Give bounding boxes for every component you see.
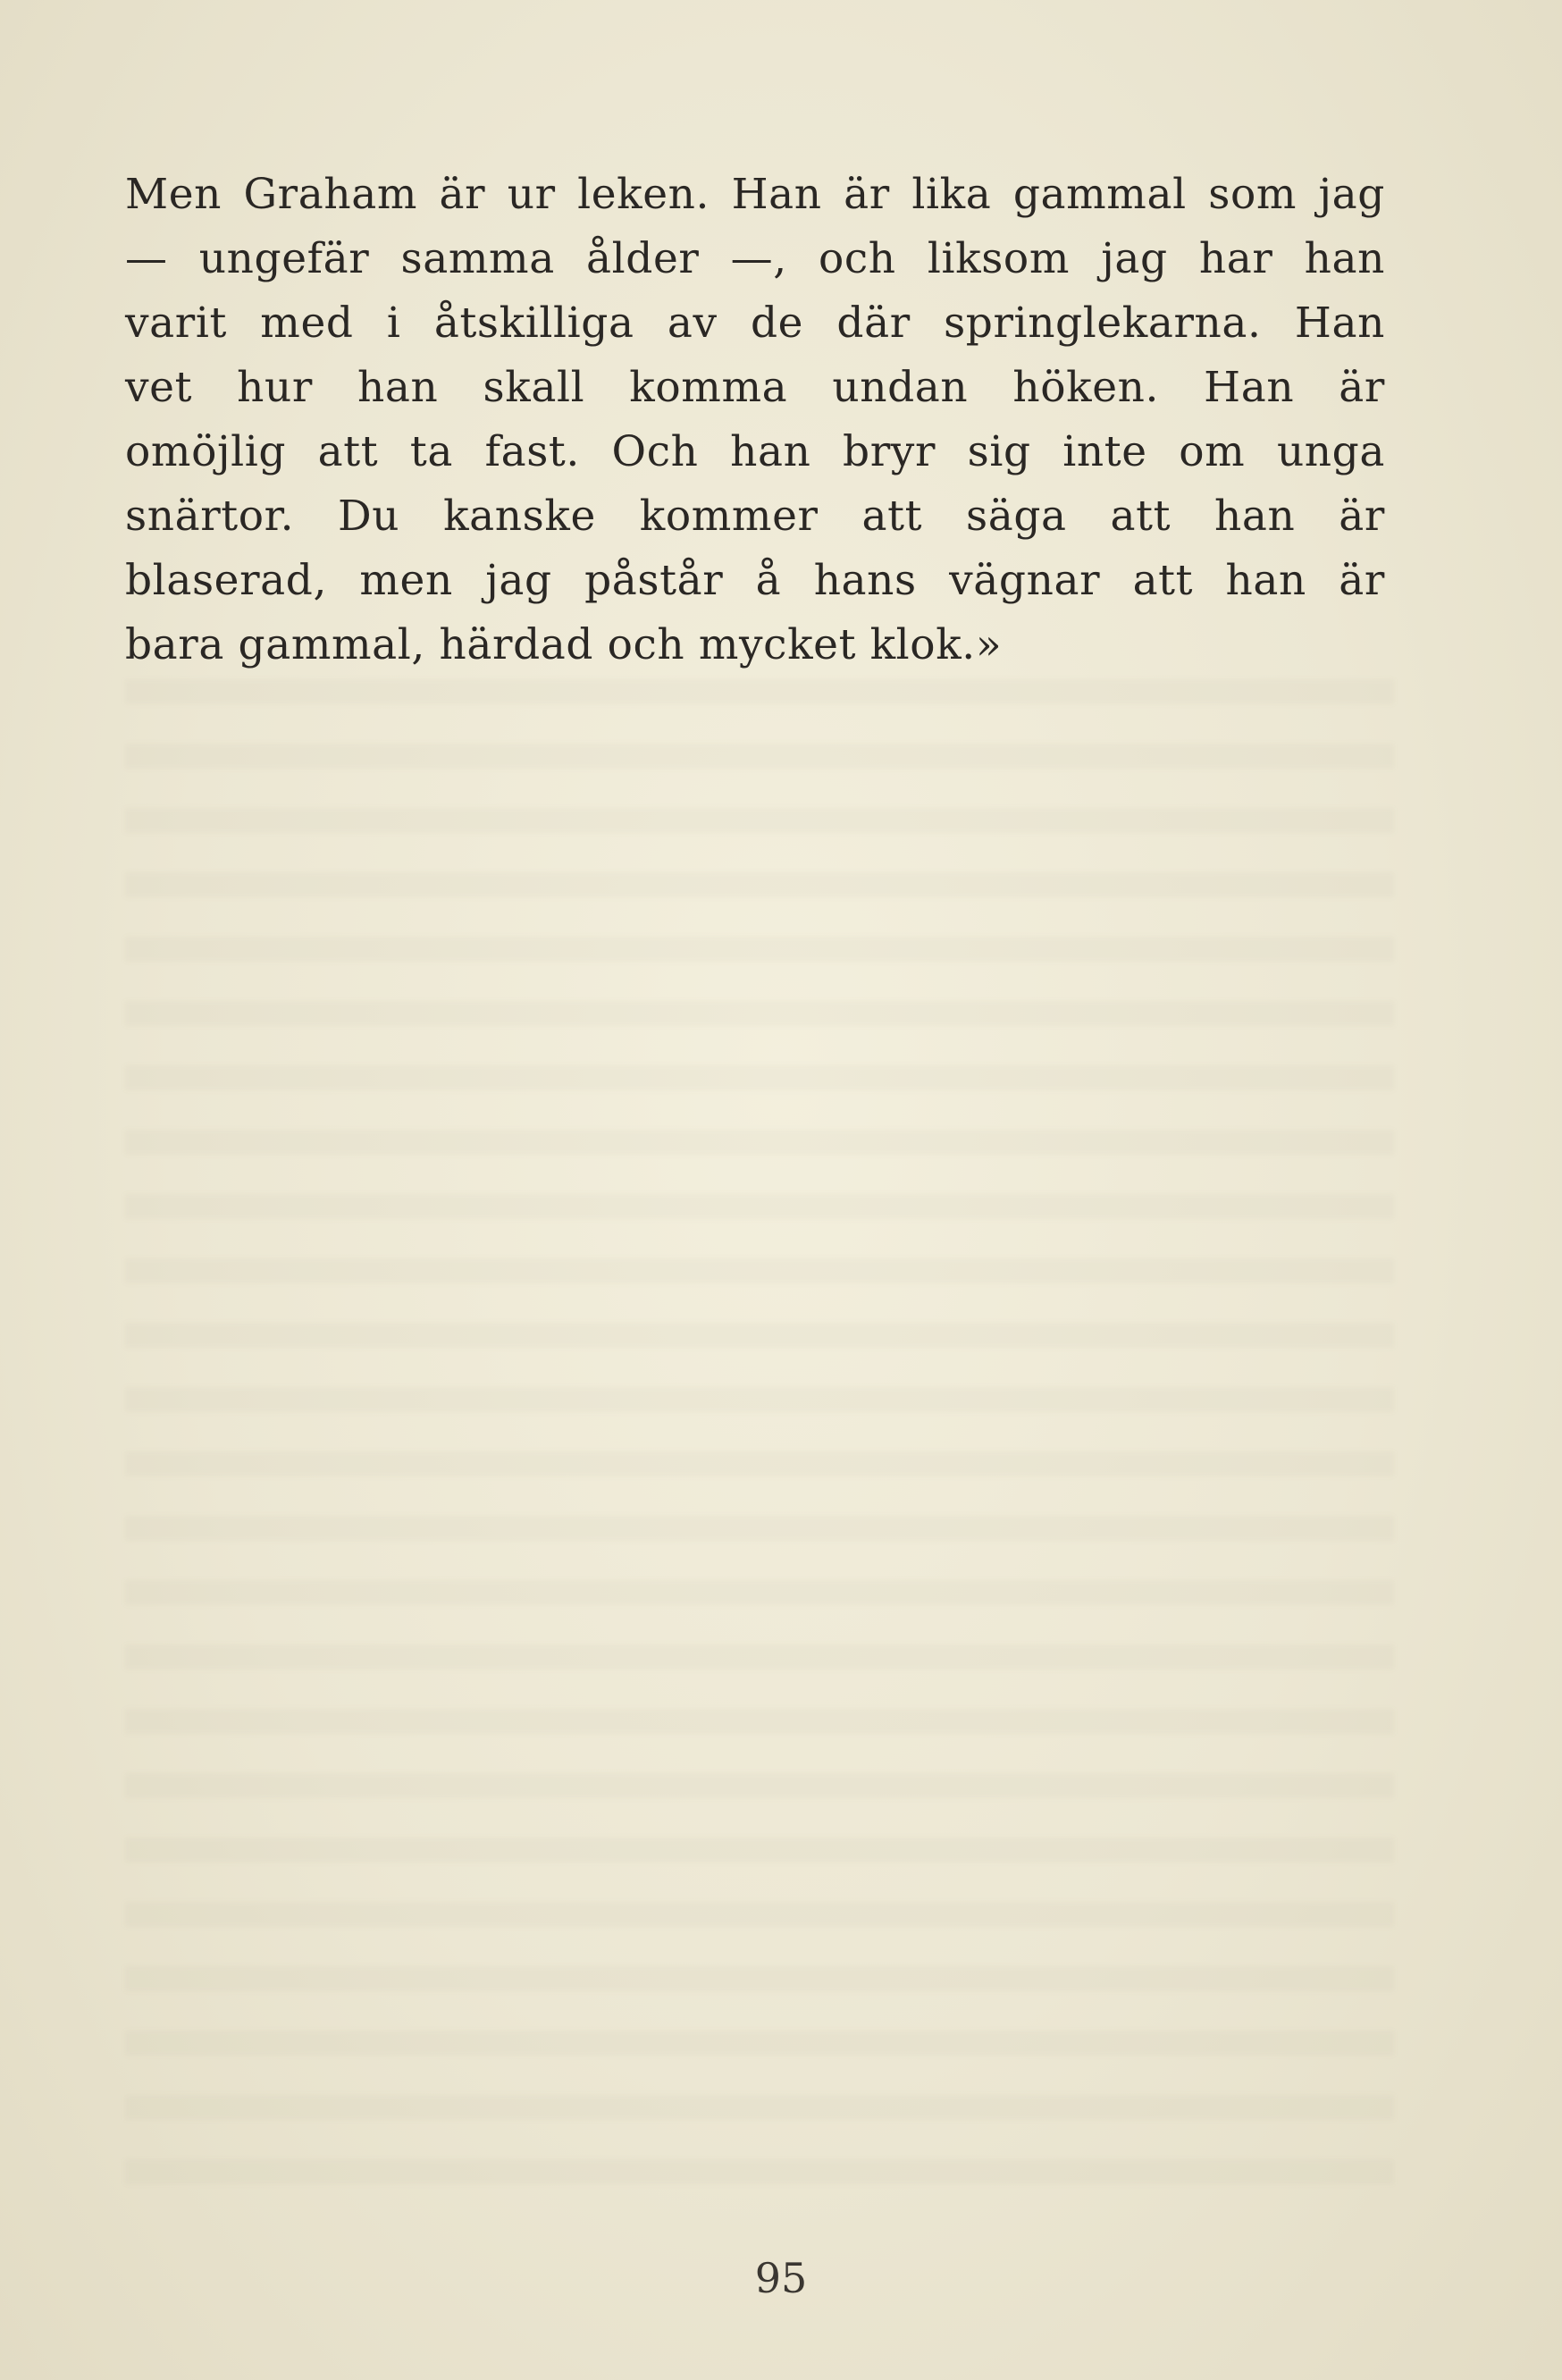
text-line: vet hur han skall komma undan höken. Han är xyxy=(125,363,1385,412)
text-line: blaserad, men jag påstår å hans vägnar att han är xyxy=(125,556,1385,605)
text-line: snärtor. Du kanske kommer att säga att han är xyxy=(125,492,1385,541)
text-line: Men Graham är ur leken. Han är lika gammal som jag xyxy=(125,170,1385,219)
show-through-texture xyxy=(125,679,1394,2216)
text-line: bara gammal, härdad och mycket klok.» xyxy=(125,620,1003,669)
text-line: omöjlig att ta fast. Och han bryr sig inte om unga xyxy=(125,427,1385,476)
page-number: 95 xyxy=(754,2254,808,2302)
text-line: varit med i åtskilliga av de där springlekarna. Han xyxy=(125,299,1385,348)
text-line: — ungefär samma ålder —, och liksom jag har han xyxy=(125,234,1385,283)
body-paragraph xyxy=(125,163,1385,677)
